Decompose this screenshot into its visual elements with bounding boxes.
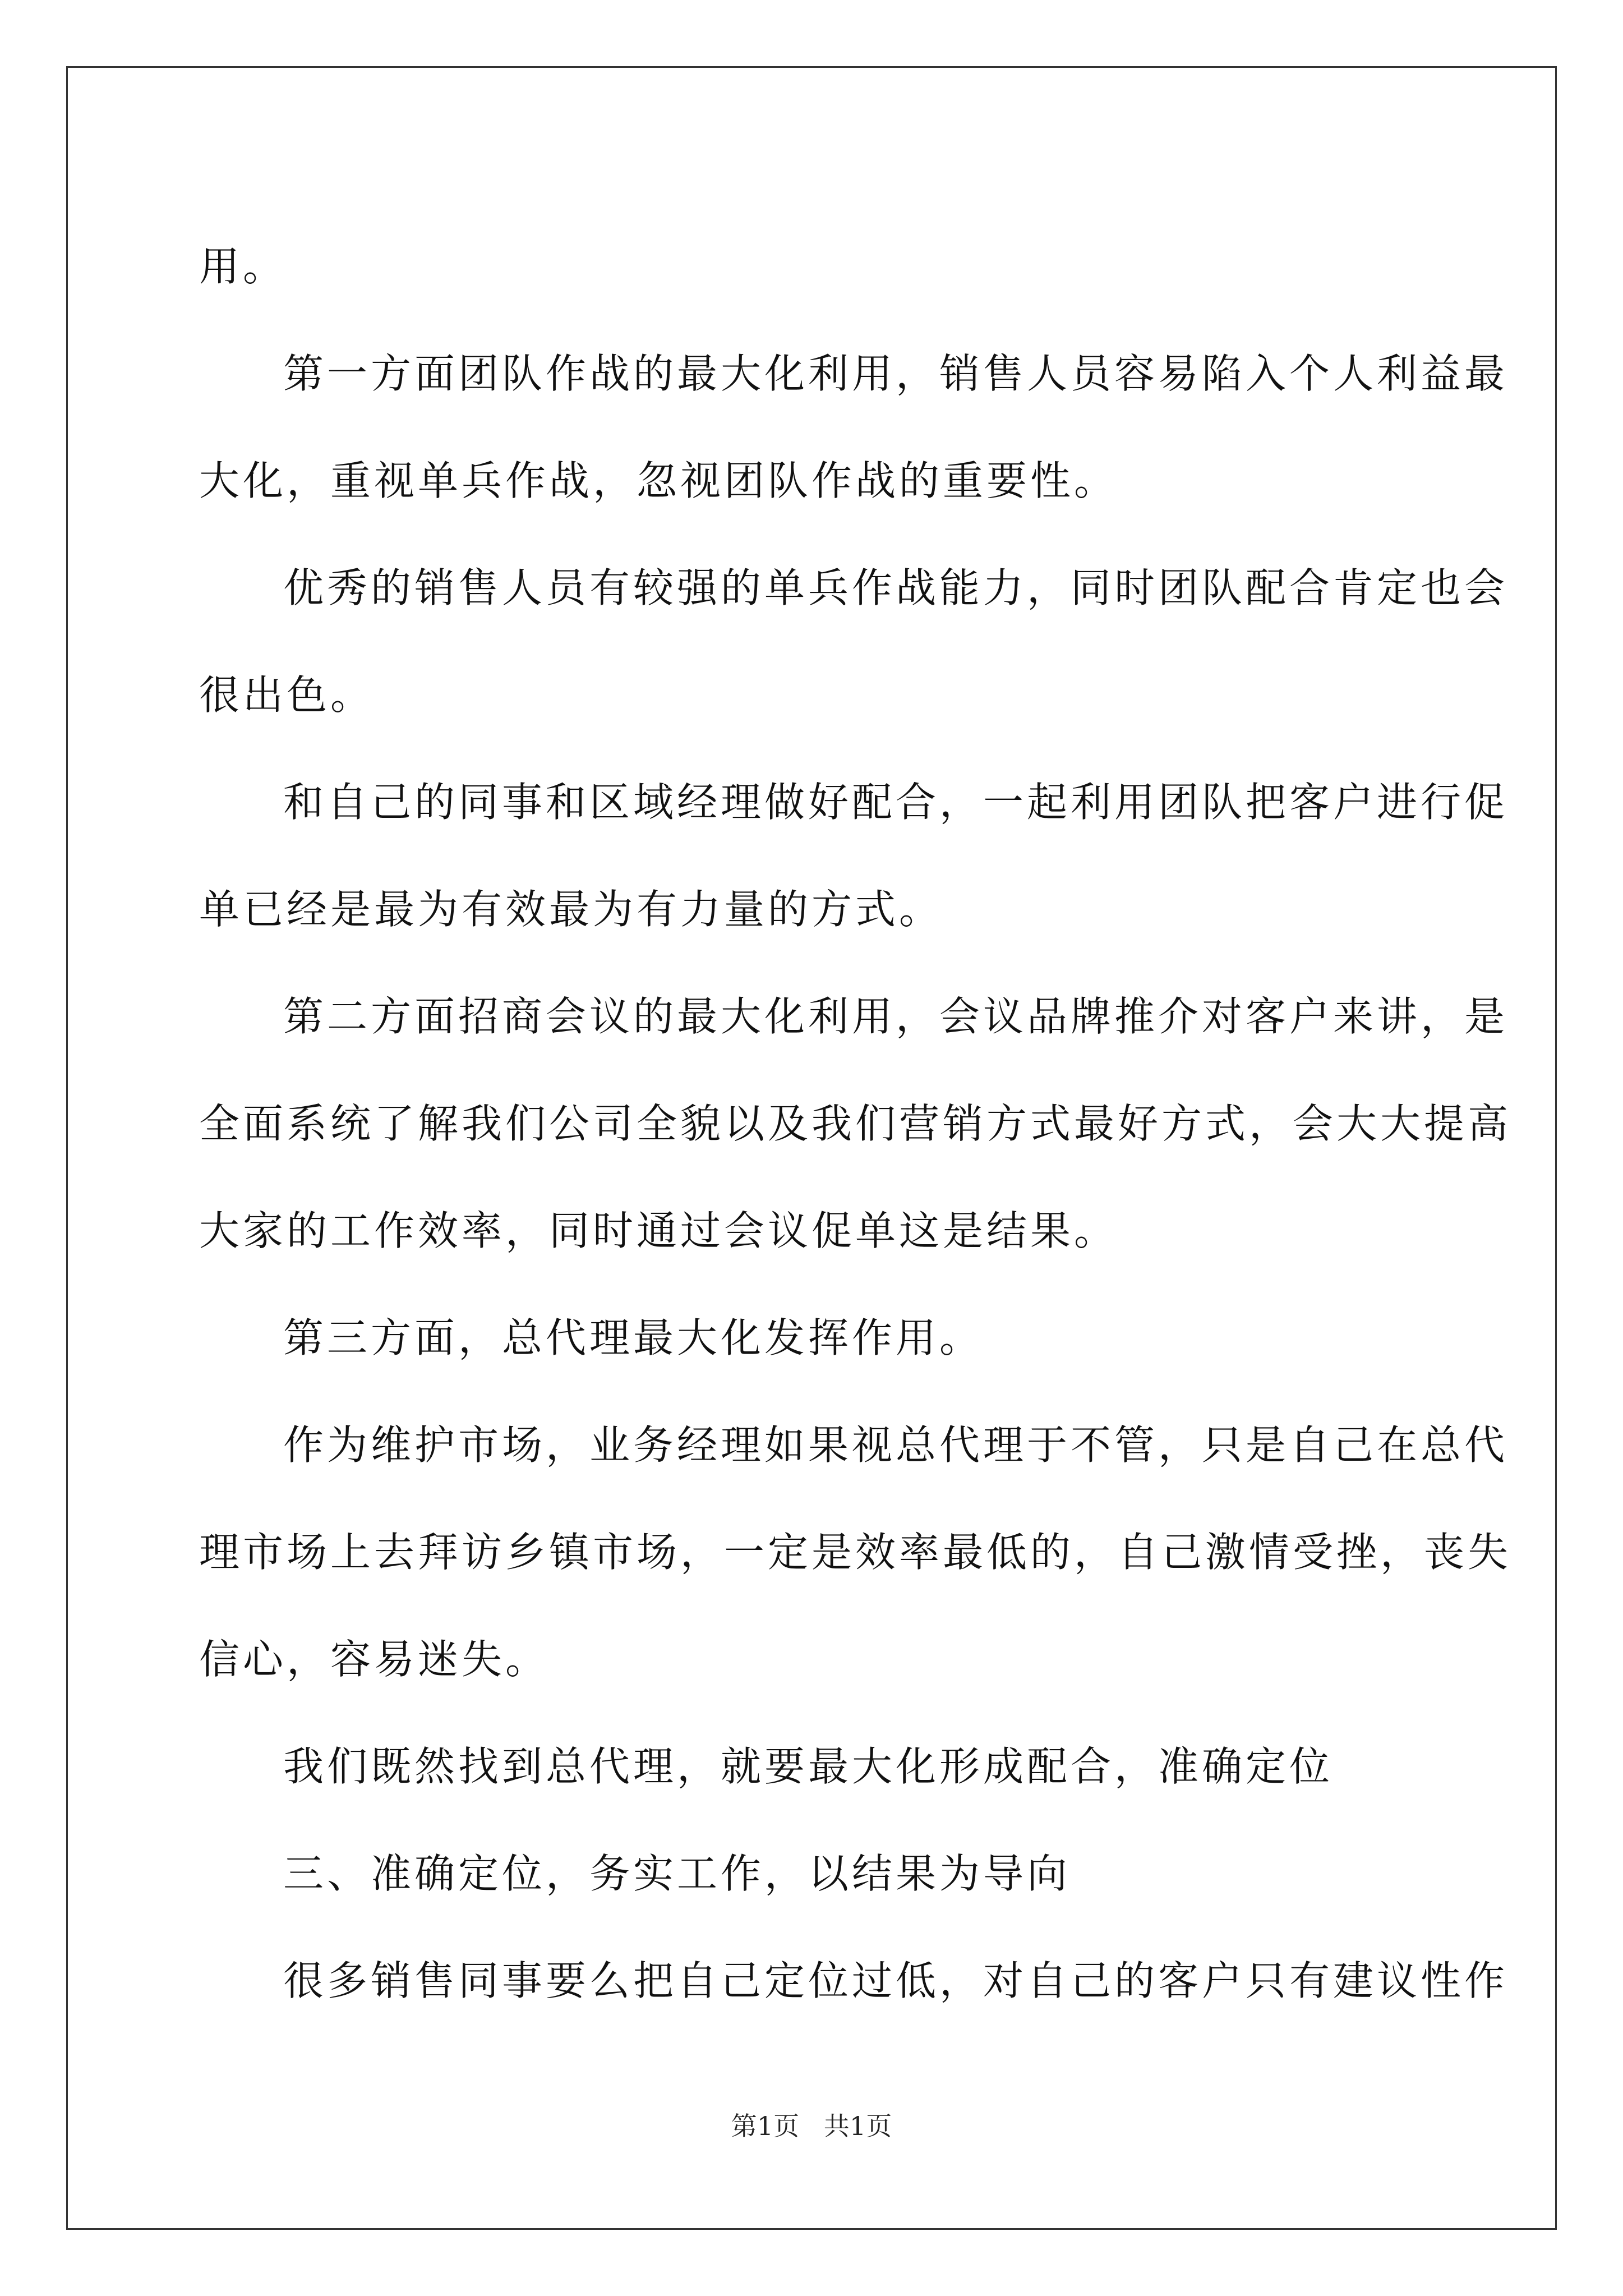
text-line: 我们既然找到总代理，就要最大化形成配合，准确定位 — [283, 1743, 1334, 1790]
text-line: 大家的工作效率，同时通过会议促单这是结果。 — [199, 1207, 1118, 1254]
text-line: 全面系统了解我们公司全貌以及我们营销方式最好方式，会大大提高 — [199, 1100, 1512, 1147]
text-line: 第一方面团队作战的最大化利用，销售人员容易陷入个人利益最 — [283, 350, 1509, 397]
text-line: 很多销售同事要么把自己定位过低，对自己的客户只有建议性作 — [283, 1957, 1509, 2004]
text-line: 单已经是最为有效最为有力量的方式。 — [199, 886, 943, 933]
text-line: 优秀的销售人员有较强的单兵作战能力，同时团队配合肯定也会 — [283, 564, 1509, 611]
section-heading: 三、准确定位，务实工作，以结果为导向 — [283, 1850, 1071, 1897]
text-line: 和自己的同事和区域经理做好配合，一起利用团队把客户进行促 — [283, 779, 1509, 826]
page-footer: 第1页 共1页 — [731, 2111, 892, 2141]
text-line: 理市场上去拜访乡镇市场，一定是效率最低的，自己激情受挫，丧失 — [199, 1529, 1512, 1576]
text-line: 第三方面，总代理最大化发挥作用。 — [283, 1314, 984, 1361]
text-line: 用。 — [199, 243, 287, 290]
text-line: 信心，容易迷失。 — [199, 1636, 550, 1683]
text-line: 第二方面招商会议的最大化利用，会议品牌推介对客户来讲，是 — [283, 993, 1509, 1040]
text-line: 很出色。 — [199, 671, 375, 719]
document-body — [199, 213, 1512, 2035]
text-line: 大化，重视单兵作战，忽视团队作战的重要性。 — [199, 457, 1118, 504]
text-line: 作为维护市场，业务经理如果视总代理于不管，只是自己在总代 — [283, 1421, 1509, 1469]
